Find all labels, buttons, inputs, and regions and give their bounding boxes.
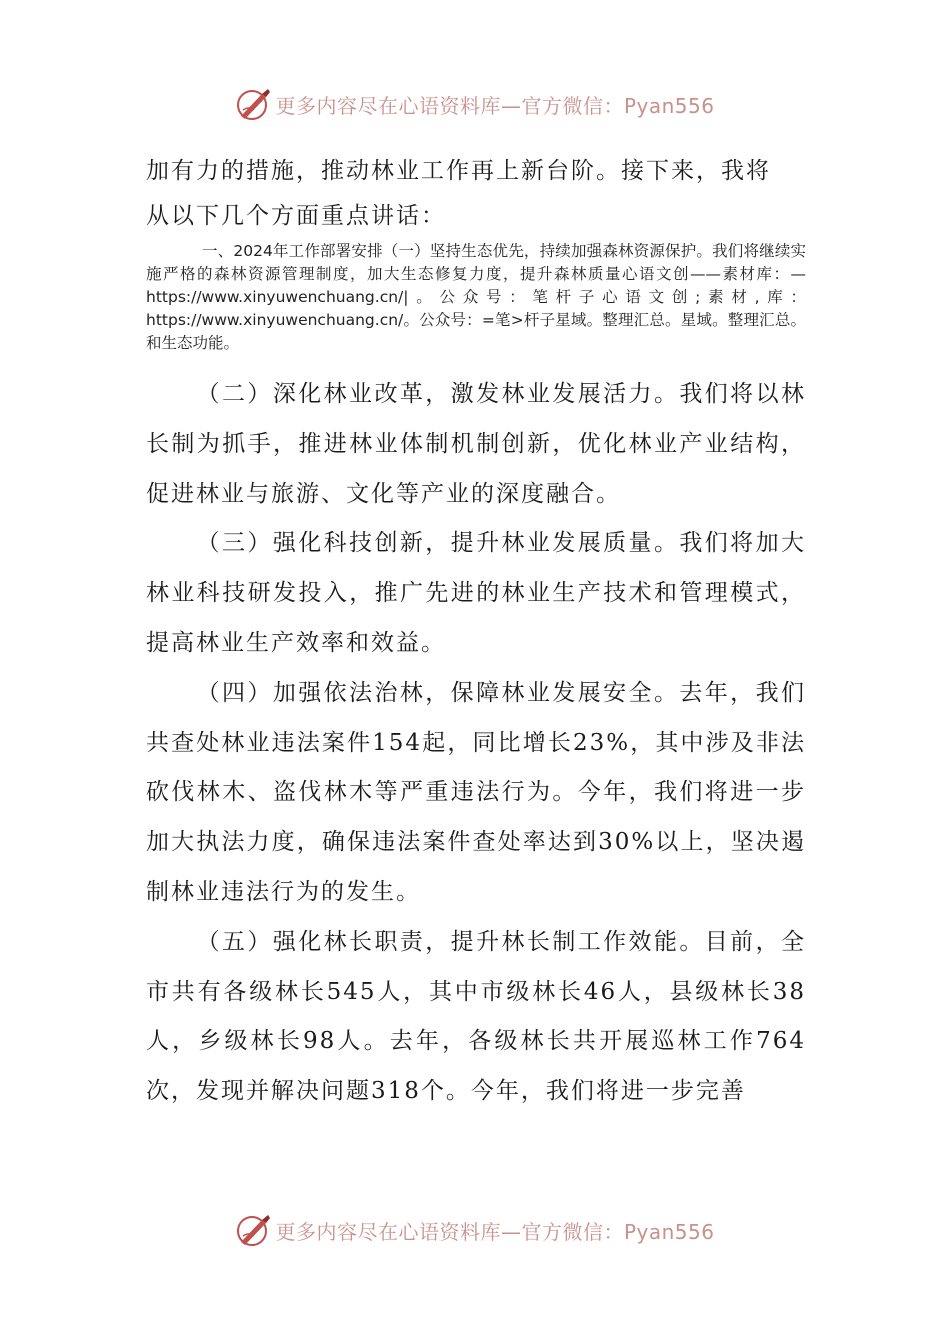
pen-logo-icon — [235, 86, 271, 122]
lead-line-2: 从以下几个方面重点讲话： — [146, 203, 446, 229]
lead-line-1: 加有力的措施，推动林业工作再上新台阶。接下来，我将 — [146, 158, 771, 184]
footer-watermark-banner — [0, 1210, 950, 1250]
banner-text: 更多内容尽在心语资料库—官方微信：Pyan556 — [275, 1219, 715, 1244]
paragraph-5: （五）强化林长职责，提升林长制工作效能。目前，全市共有各级林长545人，其中市级林长46人，县级林长38人，乡级林长98人。去年，各级林长共开展巡林工作764次，发现并解决问题318个。今年，我们将进一步完善 — [146, 928, 806, 1105]
paragraph-2: （二）深化林业改革，激发林业发展活力。我们将以林长制为抓手，推进林业体制机制创新，优化林业产业结构，促进林业与旅游、文化等产业的深度融合。 — [146, 381, 806, 507]
paragraph-4: （四）加强依法治林，保障林业发展安全。去年，我们共查处林业违法案件154起，同比增长23%，其中涉及非法砍伐林木、盗伐林木等严重违法行为。今年，我们将进一步加大执法力度，确保违法案件查处率达到30%以上，坚决遏制林业违法行为的发生。 — [146, 679, 806, 905]
small-inserted-paragraph: 一、2024年工作部署安排（一）坚持生态优先，持续加强森林资源保护。我们将继续实施严格的森林资源管理制度，加大生态修复力度，提升森林质量心语文创——素材库：—https://www.xinyuwenchuang.cn/|。公众号：笔杆子心语文创;素材,库：https://www.xinyuwenchuang.cn/。公众号：=笔>杆子星域。整理汇总。星域。整理汇总。和生态功能。 — [146, 242, 806, 352]
document-body — [146, 370, 806, 1117]
pen-logo-icon — [235, 1212, 271, 1248]
header-watermark-banner — [0, 84, 950, 124]
paragraph-3: （三）强化科技创新，提升林业发展质量。我们将加大林业科技研发投入，推广先进的林业生产技术和管理模式，提高林业生产效率和效益。 — [146, 530, 806, 656]
banner-text: 更多内容尽在心语资料库—官方微信：Pyan556 — [275, 93, 715, 118]
